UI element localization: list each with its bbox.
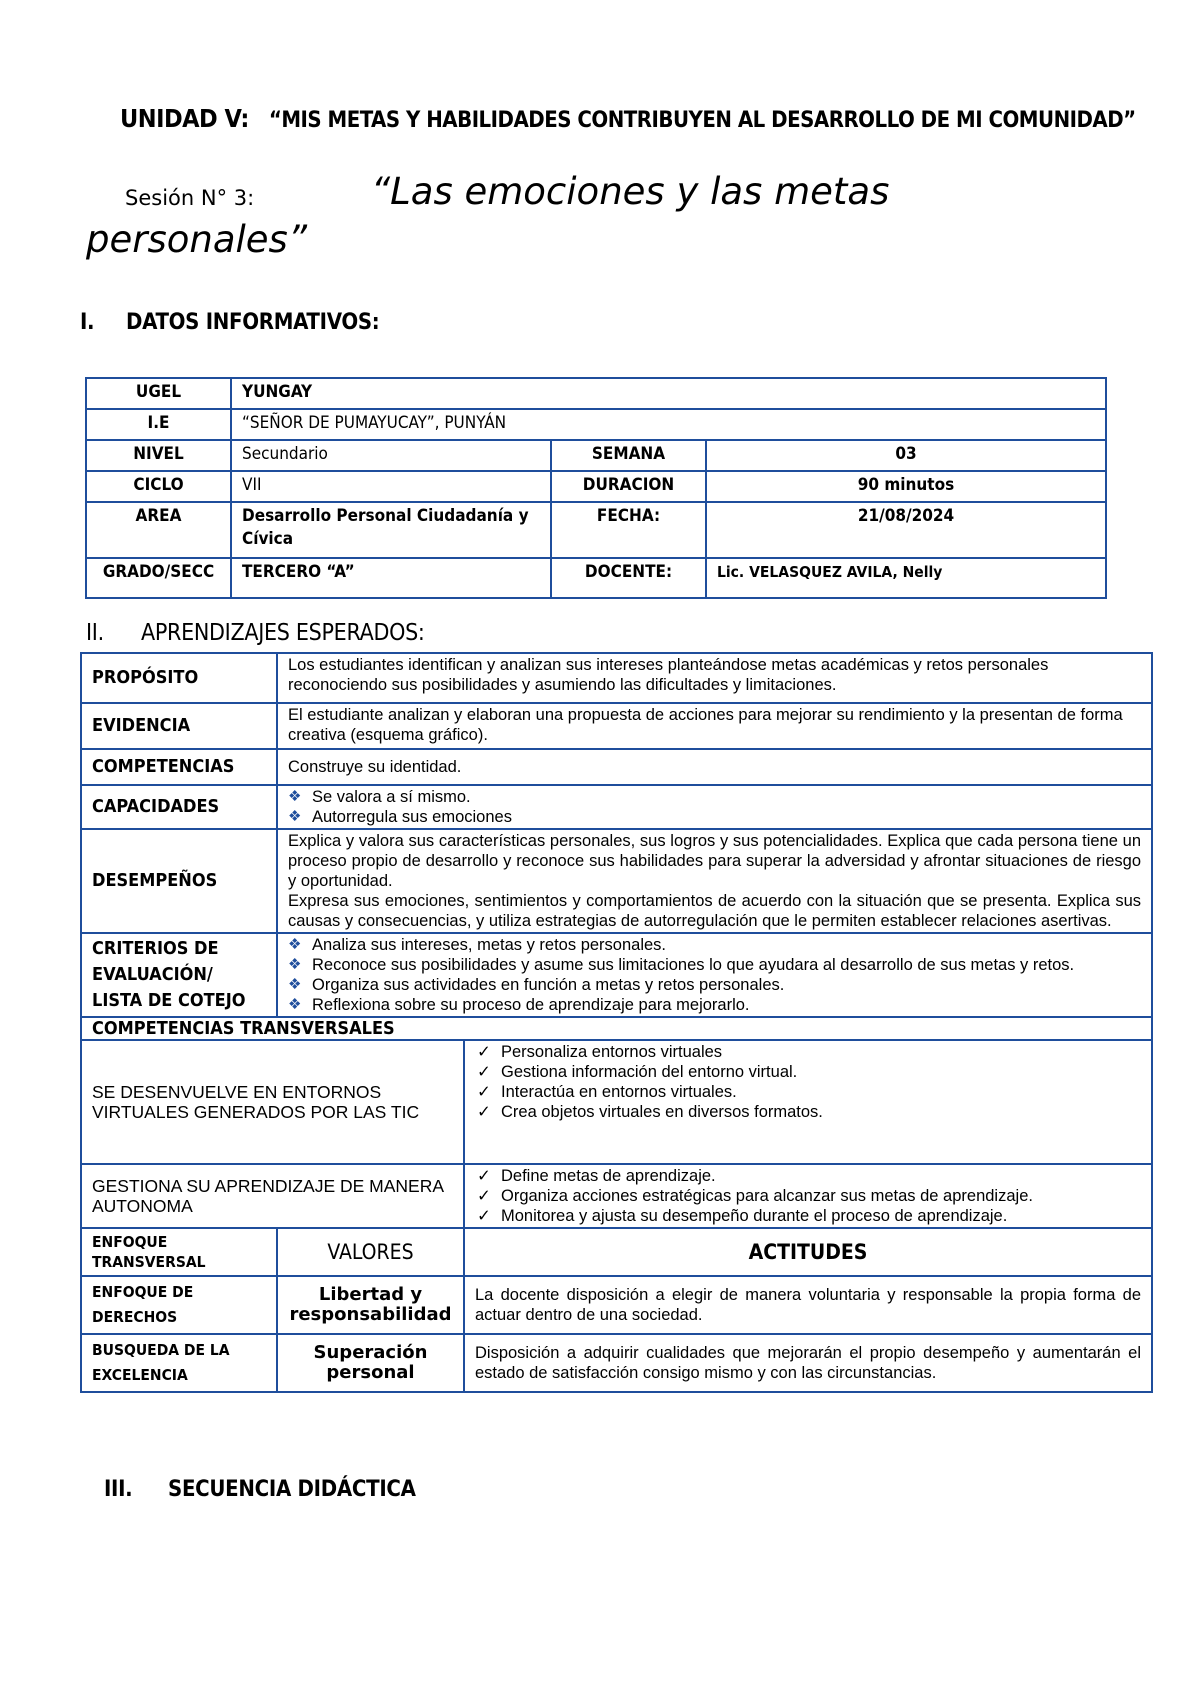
session-label: Sesión N° 3: [125,186,255,210]
label-line: EVALUACIÓN/ [92,964,213,985]
valor-name: Superación personal [277,1334,464,1392]
label-grado: GRADO/SECC [86,558,231,598]
label-ugel: UGEL [86,378,231,409]
table-row [81,1017,1152,1040]
section-heading-secuencia [104,1477,416,1502]
section-title: APRENDIZAJES ESPERADOS: [141,620,425,646]
label-ie: I.E [86,409,231,440]
actitud-text: Disposición a adquirir cualidades que mejorarán el propio desempeño y aumentarán el estado de satisfacción consigo mismo y con las circunstancias. [464,1334,1152,1392]
label-proposito: PROPÓSITO [81,653,277,703]
list-item: ✓ Gestiona información del entorno virtual. [501,1062,1141,1082]
table-row [81,653,1152,703]
enfoque-name: BUSQUEDA DE LA EXCELENCIA [81,1334,277,1392]
header-valores: VALORES [277,1228,464,1276]
label-nivel: NIVEL [86,440,231,471]
aprendizajes-table [80,652,1153,1393]
list-item: ❖ Organiza sus actividades en función a metas y retos personales. [312,975,1141,995]
value-ie: “SEÑOR DE PUMAYUCAY”, PUNYÁN [231,409,1106,440]
competencia-autonoma-label: GESTIONA SU APRENDIZAJE DE MANERA AUTONOMA [81,1164,464,1228]
value-semana: 03 [706,440,1106,471]
section-number: III. [104,1477,133,1502]
value-duracion: 90 minutos [706,471,1106,502]
text-competencias: Construye su identidad. [277,749,1152,785]
list-item: ✓ Organiza acciones estratégicas para alcanzar sus metas de aprendizaje. [501,1186,1141,1206]
valor-name: Libertad y responsabilidad [277,1276,464,1334]
value-grado: TERCERO “A” [231,558,551,598]
desempeno-paragraph: Expresa sus emociones, sentimientos y comportamientos de acuerdo con la situación que se presenta. Explica sus causas y consecuencias, y utiliza estrategias de autorregulación que le permiten establecer relaciones asertivas. [288,892,1142,930]
table-row [81,785,1152,829]
value-fecha: 21/08/2024 [706,502,1106,558]
actitud-text: La docente disposición a elegir de manera voluntaria y responsable la propia forma de actuar dentro de una sociedad. [464,1276,1152,1334]
label-line: LISTA DE COTEJO [92,990,246,1011]
list-item: ✓ Crea objetos virtuales en diversos formatos. [501,1102,1141,1122]
header-enfoque: ENFOQUE TRANSVERSAL [81,1228,277,1276]
label-duracion: DURACION [551,471,706,502]
section-title: SECUENCIA DIDÁCTICA [168,1477,416,1502]
list-item: ✓ Personaliza entornos virtuales [501,1042,1141,1062]
capacidades-list [288,787,1141,827]
criterios-cell [277,933,1152,1017]
table-row [86,409,1106,440]
text-proposito: Los estudiantes identifican y analizan sus intereses planteándose metas académicas y retos personales reconociendo sus posibilidades y asumiendo las dificultades y limitaciones. [277,653,1152,703]
table-row [81,1164,1152,1228]
label-capacidades: CAPACIDADES [81,785,277,829]
table-row [86,558,1106,598]
section-number: II. [86,620,104,646]
section-heading-datos [80,310,379,335]
label-competencias: COMPETENCIAS [81,749,277,785]
section-title: DATOS INFORMATIVOS: [126,310,380,335]
section-number: I. [80,310,95,335]
label-fecha: FECHA: [551,502,706,558]
table-row [86,440,1106,471]
value-ugel: YUNGAY [231,378,1106,409]
table-row [81,1228,1152,1276]
list-item: ❖ Se valora a sí mismo. [312,787,1141,807]
table-row [81,1276,1152,1334]
list-item: ❖ Reflexiona sobre su proceso de aprendizaje para mejorarlo. [312,995,1141,1015]
unit-title [120,104,1136,133]
unit-label: UNIDAD V: [120,104,249,133]
table-row [86,502,1106,558]
label-area: AREA [86,502,231,558]
table-row [81,1334,1152,1392]
table-row [81,829,1152,933]
transversales-header: COMPETENCIAS TRANSVERSALES [81,1017,1152,1040]
list-item: ✓ Define metas de aprendizaje. [501,1166,1141,1186]
table-row [81,1040,1152,1164]
autonoma-list [475,1166,1141,1226]
competencia-tic-cell [464,1040,1152,1164]
table-row [81,703,1152,749]
competencia-tic-label: SE DESENVUELVE EN ENTORNOS VIRTUALES GENERADOS POR LAS TIC [81,1040,464,1164]
list-item: ❖ Autorregula sus emociones [312,807,1141,827]
desempenos-cell [277,829,1152,933]
list-item: ❖ Analiza sus intereses, metas y retos personales. [312,935,1141,955]
section-heading-aprendizajes [86,620,425,646]
criterios-list [288,935,1141,1015]
desempeno-paragraph: Explica y valora sus características personales, sus logros y sus potencialidades. Explica que cada persona tiene un proceso propio de desarrollo y reconoce sus habilidades para superar la adversidad y afrontar situaciones de riesgo y oportunidad. [288,832,1142,890]
text-evidencia: El estudiante analizan y elaboran una propuesta de acciones para mejorar su rendimiento y la presentan de forma creativa (esquema gráfico). [277,703,1152,749]
value-area: Desarrollo Personal Ciudadanía y Cívica [231,502,551,558]
value-nivel: Secundario [231,440,551,471]
list-item: ❖ Reconoce sus posibilidades y asume sus limitaciones lo que ayudara al desarrollo de sus metas y retos. [312,955,1141,975]
label-desempenos: DESEMPEÑOS [81,829,277,933]
table-row [81,933,1152,1017]
capacidades-list-cell [277,785,1152,829]
label-semana: SEMANA [551,440,706,471]
list-item: ✓ Monitorea y ajusta su desempeño durante el proceso de aprendizaje. [501,1206,1141,1226]
value-docente: Lic. VELASQUEZ AVILA, Nelly [706,558,1106,598]
unit-name: “MIS METAS Y HABILIDADES CONTRIBUYEN AL DESARROLLO DE MI COMUNIDAD” [268,108,1136,133]
list-item: ✓ Interactúa en entornos virtuales. [501,1082,1141,1102]
session-title: “Las emociones y las metas personales” [86,170,890,261]
value-ciclo: VII [231,471,551,502]
label-evidencia: EVIDENCIA [81,703,277,749]
datos-informativos-table [85,377,1107,599]
label-criterios [81,933,277,1017]
competencia-autonoma-cell [464,1164,1152,1228]
label-ciclo: CICLO [86,471,231,502]
header-actitudes: ACTITUDES [464,1228,1152,1276]
table-row [86,378,1106,409]
table-row [86,471,1106,502]
label-line: CRITERIOS DE [92,938,219,959]
enfoque-name: ENFOQUE DE DERECHOS [81,1276,277,1334]
label-docente: DOCENTE: [551,558,706,598]
tic-list [475,1042,1141,1122]
table-row [81,749,1152,785]
